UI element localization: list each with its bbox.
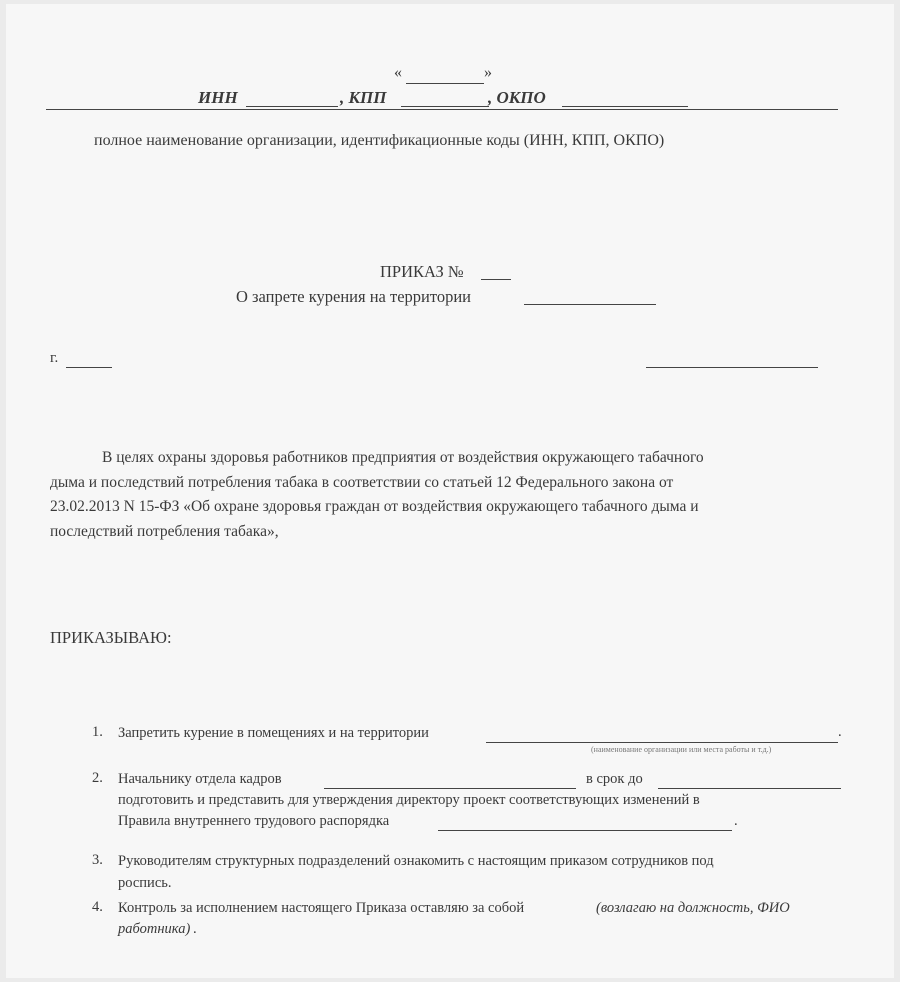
header-name-blank xyxy=(406,66,484,84)
item-2-date-blank xyxy=(658,771,841,789)
city-prefix: г. xyxy=(50,350,59,366)
item-2-rules-blank xyxy=(438,813,732,831)
city-blank xyxy=(66,352,112,368)
okpo-label: , ОКПО xyxy=(488,88,546,107)
item-2-line-3: Правила внутреннего трудового распорядка xyxy=(118,813,390,829)
order-title: ПРИКАЗ № xyxy=(380,262,464,281)
document-page xyxy=(6,4,894,978)
organization-name-line xyxy=(46,97,838,110)
preamble-line-3: 23.02.2013 N 15-ФЗ «Об охране здоровья граждан от воздействия окружающего табачного дыма и xyxy=(50,498,699,515)
item-2-text-b: в срок до xyxy=(586,771,643,787)
territory-blank xyxy=(524,287,656,305)
item-4-line-1: Контроль за исполнением настоящего Приказа оставляю за собой xyxy=(118,900,525,916)
header-caption: полное наименование организации, идентификационные коды (ИНН, КПП, ОКПО) xyxy=(94,132,665,149)
quote-open: « xyxy=(394,64,402,81)
preamble-line-4: последствий потребления табака», xyxy=(50,523,279,540)
item-4-end: . xyxy=(193,921,197,937)
inn-label: ИНН xyxy=(198,88,238,107)
date-blank xyxy=(646,352,818,368)
item-2-text-a: Начальнику отдела кадров xyxy=(118,771,282,787)
item-4-line-1-italic: (возлагаю на должность, ФИО xyxy=(596,900,790,916)
preamble-line-2: дыма и последствий потребления табака в соответствии со статьей 12 Федерального закона от xyxy=(50,474,674,491)
order-subject: О запрете курения на территории xyxy=(236,287,472,306)
item-1-end: . xyxy=(838,724,842,740)
preamble-line-1: В целях охраны здоровья работников предприятия от воздействия окружающего табачного xyxy=(102,449,704,466)
item-1-text: Запретить курение в помещениях и на территории xyxy=(118,725,429,741)
item-1-number: 1. xyxy=(92,724,103,740)
item-4-number: 4. xyxy=(92,899,103,915)
item-3-line-2: роспись. xyxy=(118,875,172,891)
item-2-hr-blank xyxy=(324,771,576,789)
item-1-blank xyxy=(486,725,838,743)
quote-close: » xyxy=(484,64,492,81)
item-4-line-2-italic: работника) xyxy=(118,921,191,937)
item-2-line-2: подготовить и представить для утверждения директору проект соответствующих изменений в xyxy=(118,792,700,808)
order-number-blank xyxy=(481,262,511,280)
item-3-line-1: Руководителям структурных подразделений ознакомить с настоящим приказом сотрудников под xyxy=(118,853,714,869)
item-2-number: 2. xyxy=(92,770,103,786)
item-2-end: . xyxy=(734,813,738,829)
order-word: ПРИКАЗЫВАЮ: xyxy=(50,628,172,647)
item-1-hint: (наименование организации или места работы и т.д.) xyxy=(591,745,772,754)
kpp-label: , КПП xyxy=(340,88,387,107)
item-3-number: 3. xyxy=(92,852,103,868)
